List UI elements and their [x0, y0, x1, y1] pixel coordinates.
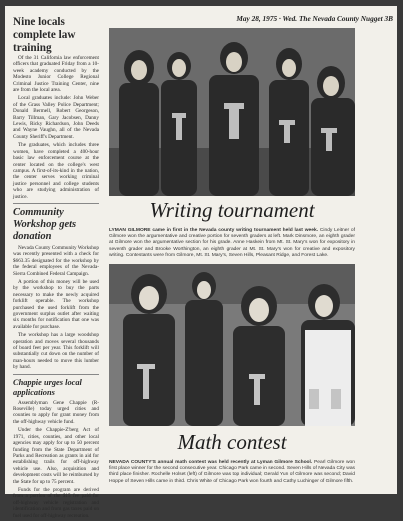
story-paragraph: A portion of this money will be used by the workshop to buy the parts necessary to make the newly acquired forklift operable. The workshop purchased the used forklift from the government surplus outlet after waiting six months for notification that one was available for purchase. [13, 278, 99, 330]
news-briefs-column [13, 16, 99, 521]
story-paragraph: The workshop has a large woodshop operation and moves several thousands of board feet per year. This forklift will substantially cut down on the number of man-hours needed to move this lumber by hand. [13, 332, 99, 371]
caption-lead: LYMAN GILMORE came in first in the Nevada county writing tournament held last week. [109, 228, 319, 233]
caption-text: Cindy Leitner of Gilmore won the argumentative and creative portion for seventh graders at left. Mark Dinsmore, an eighth grader at Gilmore won the argumentative section for his grade. Anne Haskein from Mt. St. Mary's won for expository in seventh grader and Brooke Worthington, an eighth grader at Mt. St. Mary's won for creative and expository writing. Contestants were from Gilmore, Mt. St. Mary's, Seven Hills, Pleasant Ridge, and Forest Lake. [109, 228, 355, 258]
story-paragraph: Under the Chappie-Z'berg Act of 1971, cities, counties, and other local agencies may apply for up to 50 percent funding from the State Department of Parks and Recreation as grants in aid for establishing trails for off-highway vehicle use. Also, acquisition and development costs will be reimbursed by the State for up to 75 percent. [13, 427, 99, 485]
caption-lead: NEVADA COUNTY'S annual math contest was held recently at Lyman Gilmore School. [109, 460, 313, 465]
story-paragraph: Of the 31 California law enforcement officers that graduated Friday from a 10-week academy conducted by the Modesto Junior College Regional Criminal Justice Training Center, nine are from the local area. [13, 55, 99, 94]
page-header: May 28, 1975 · Wed. The Nevada County Nugget 3B [236, 14, 393, 23]
math-contest-caption [109, 460, 355, 485]
newspaper-page [5, 6, 397, 519]
story-paragraph: Assemblyman Gene Chappie (R-Roseville) today urged cities and counties to apply for grant money from the off-highway vehicle fund. [13, 399, 99, 425]
writing-tournament-photo [109, 28, 355, 196]
story-paragraph: Local graduates include: John Weber of the Grass Valley Police Department; Donald Bermell, Robert Georgeson, Barry Tillman, Gary Jacobsen, Danny Lewis, Ricky Richardson, John Deeds and Wayne Vaughn, all of the Nevada County Sheriff's Department. [13, 95, 99, 140]
story-paragraph: Nevada County Community Workshop was recently presented with a check for $663.35 designated for the workshop by the federal employees of the Nevada-Sierra Combined Federal Campaign. [13, 244, 99, 277]
writing-tournament-headline: Writing tournament [149, 198, 315, 222]
math-contest-photo [109, 264, 355, 426]
math-contest-headline: Math contest [177, 430, 287, 454]
story-paragraph: Funds for the program are derived from a portion of the $15 fee paid for off-highway vehicle registration and identification and from gas taxes paid on fuel used for off-highway recreation. [13, 486, 99, 519]
story-headline: Chappie urges local applications [13, 377, 82, 397]
column-divider [13, 203, 99, 204]
column-divider [13, 374, 99, 375]
caption-text: Pearl Gilmore won first place winner for the second consecutive year. Chicago Park came in second. Seven Hills of Nevada City was third place finisher. Rochelle Holset (left) of Gilmore was top individual; Gerald Yun of Gilmore was second; David Hoppe of Seven Hills came in third. Chris White of Chicago Park won fourth and Cathy Luchinger of Gilmore fifth. [109, 460, 356, 484]
story-paragraph: The graduates, which includes three women, have completed a 400-hour basic law enforcement course at the center located on the college's west campus. A first-of-its-kind in the nation, the center serves working criminal justice personnel and college students who are studying administration of justice. [13, 142, 99, 200]
writing-tournament-caption [109, 228, 355, 259]
story-headline: Nine locals complete law training [13, 16, 76, 54]
story-headline: Community Workshop gets donation [13, 206, 77, 242]
